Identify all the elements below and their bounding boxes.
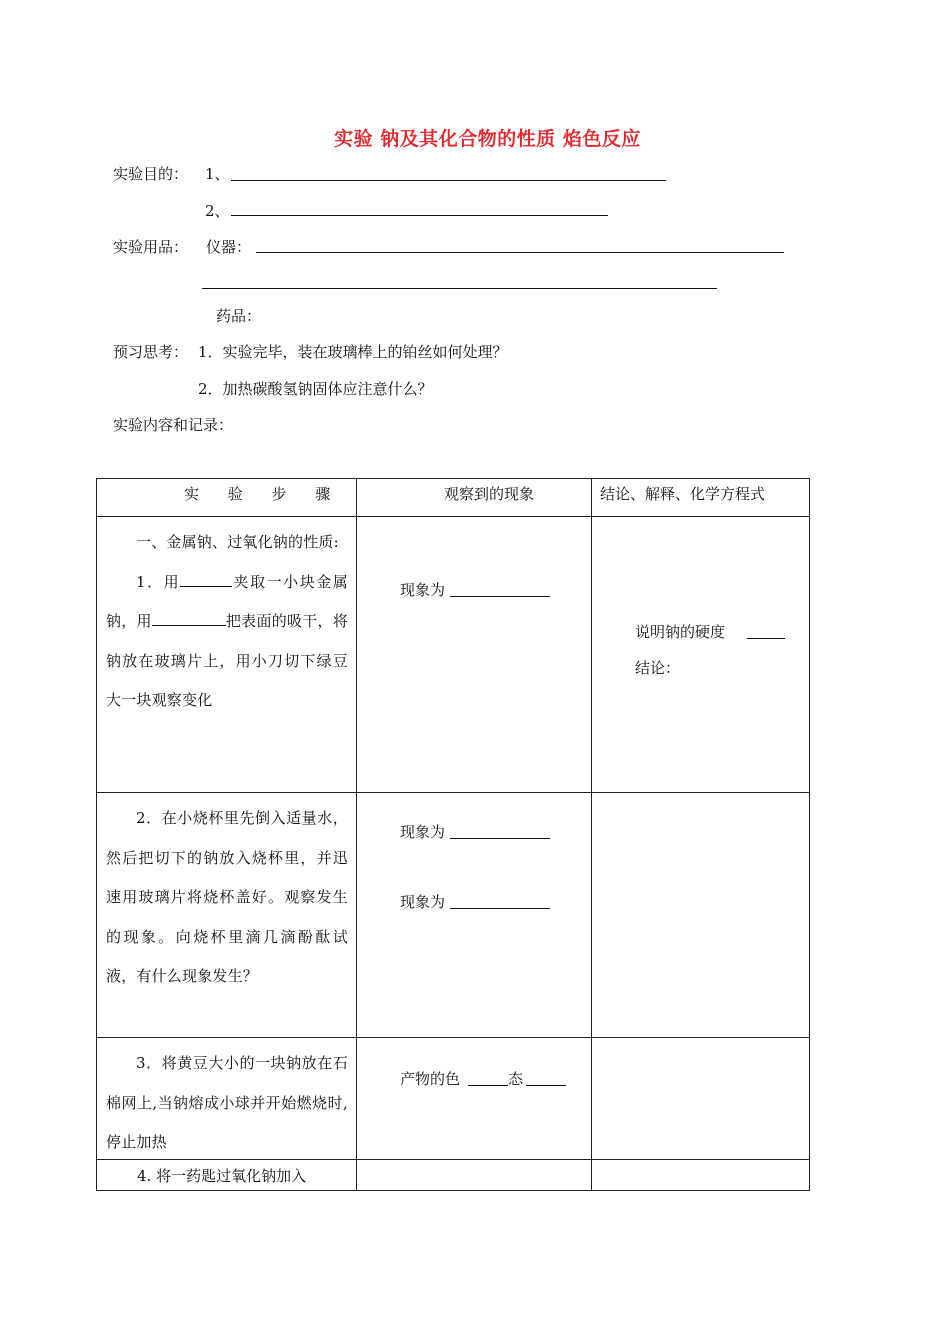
step-cell-4 xyxy=(97,1160,357,1191)
step-1-blank-2[interactable] xyxy=(152,611,226,626)
phenomenon-cell-1 xyxy=(357,517,592,793)
header-phenomena xyxy=(357,479,592,517)
conclusion-cell-1 xyxy=(592,517,810,793)
conclusion-hardness: 说明钠的硬度 xyxy=(635,623,726,641)
purpose-item-1: 1、 xyxy=(205,165,230,183)
phenomenon-cell-2 xyxy=(357,793,592,1038)
purpose-item-2: 2、 xyxy=(205,202,230,220)
step-2-text: 2．在小烧杯里先倒入适量水，然后把切下的钠放入烧杯里，并迅速用玻璃片将烧杯盖好。观察发生的现象。向烧杯里滴几滴酚酞试液，有什么现象发生？ xyxy=(106,809,348,985)
phenomenon-cell-3 xyxy=(357,1038,592,1160)
step-3-text: 3．将黄豆大小的一块钠放在石棉网上,当钠熔成小球并开始燃烧时,停止加热 xyxy=(106,1054,348,1151)
preview-label: 预习思考： xyxy=(113,343,189,361)
reagents-label: 药品： xyxy=(216,307,262,325)
product-state-blank[interactable] xyxy=(526,1085,566,1086)
table-header-row xyxy=(97,479,810,517)
header-conclusion xyxy=(592,479,810,517)
step-4-text: 4. 将一药匙过氧化钠加入 xyxy=(137,1167,307,1185)
step-1-text-c: 把表面的吸干，将钠放在玻璃片上，用小刀切下绿豆大一块观察变化 xyxy=(106,612,348,709)
conclusion-cell-3[interactable] xyxy=(592,1038,810,1160)
hardness-blank[interactable] xyxy=(747,638,785,639)
table-row xyxy=(97,517,810,793)
preview-question-1: 1．实验完毕，装在玻璃棒上的铂丝如何处理？ xyxy=(198,343,508,361)
table-row xyxy=(97,793,810,1038)
conclusion-cell-2[interactable] xyxy=(592,793,810,1038)
step-1-heading: 一、金属钠、过氧化钠的性质: xyxy=(136,533,339,551)
purpose-label: 实验目的： xyxy=(113,165,189,183)
conclusion-cell-4[interactable] xyxy=(592,1160,810,1191)
record-label: 实验内容和记录： xyxy=(113,416,234,434)
step-cell-1 xyxy=(97,517,357,793)
header-conclusion-label: 结论、解释、化学方程式 xyxy=(600,485,766,503)
phenomenon-cell-4[interactable] xyxy=(357,1160,592,1191)
experiment-table xyxy=(96,478,810,1191)
step-cell-2 xyxy=(97,793,357,1038)
page-title: 实验 钠及其化合物的性质 焰色反应 xyxy=(334,128,641,150)
phenomenon-1-blank[interactable] xyxy=(450,596,550,597)
header-phenomena-label: 观察到的现象 xyxy=(444,485,535,503)
preview-question-2: 2．加热碳酸氢钠固体应注意什么？ xyxy=(198,380,433,398)
product-color-blank[interactable] xyxy=(468,1085,508,1086)
header-steps-label: 实 验 步 骤 xyxy=(184,485,339,503)
phenomenon-2b-blank[interactable] xyxy=(450,908,550,909)
materials-label: 实验用品： xyxy=(113,238,189,256)
step-1-blank-1[interactable] xyxy=(180,572,232,587)
instruments-blank-1[interactable] xyxy=(256,252,784,253)
step-cell-3 xyxy=(97,1038,357,1160)
step-1-text-a: 1．用 xyxy=(136,572,181,591)
conclusion-label: 结论： xyxy=(635,659,681,677)
header-steps xyxy=(97,479,357,517)
purpose-blank-1[interactable] xyxy=(231,180,666,181)
product-color-label: 产物的色 xyxy=(400,1070,461,1088)
phenomenon-1-label: 现象为 xyxy=(400,581,446,599)
phenomenon-2a-blank[interactable] xyxy=(450,838,550,839)
product-state-label: 态 xyxy=(508,1070,524,1088)
table-row xyxy=(97,1038,810,1160)
purpose-blank-2[interactable] xyxy=(231,215,608,216)
instruments-label: 仪器： xyxy=(206,238,252,256)
phenomenon-2a-label: 现象为 xyxy=(400,823,446,841)
table-row xyxy=(97,1160,810,1191)
instruments-blank-2[interactable] xyxy=(202,288,717,289)
phenomenon-2b-label: 现象为 xyxy=(400,893,446,911)
step-1-text-b: 夹取一小块金属钠，用 xyxy=(106,572,348,630)
